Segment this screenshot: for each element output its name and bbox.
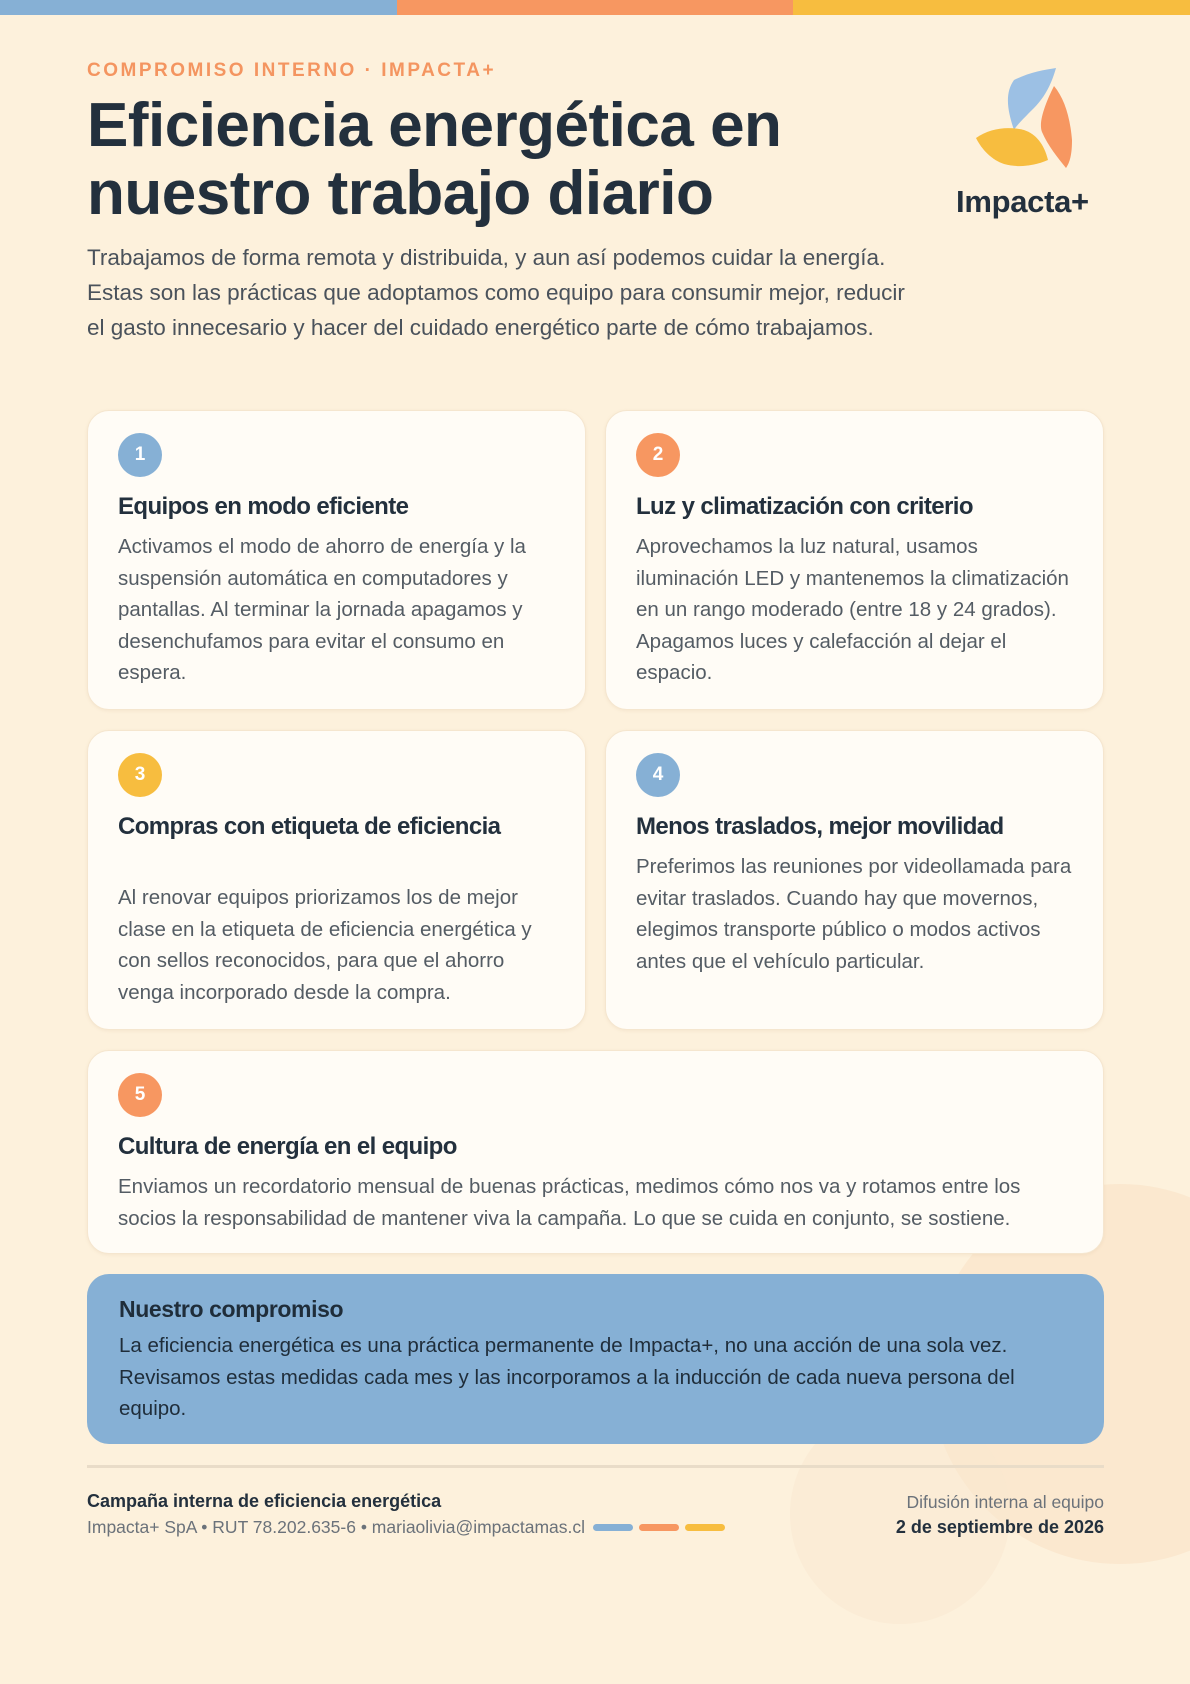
pill-yellow [685, 1524, 725, 1531]
footer-divider [87, 1465, 1104, 1468]
practice-card-2 [605, 410, 1104, 710]
card-title: Compras con etiqueta de eficiencia [118, 813, 501, 840]
top-bar-yellow [793, 0, 1190, 15]
commitment-box [87, 1274, 1104, 1444]
card-title: Cultura de energía en el equipo [118, 1133, 457, 1160]
card-body: Activamos el modo de ahorro de energía y la suspensión automática en computadores y pantallas. Al terminar la jornada apagamos y desenchufamos para evitar el consumo en espera. [118, 535, 526, 684]
color-pills [593, 1524, 725, 1531]
card-body: Al renovar equipos priorizamos los de mejor clase en la etiqueta de eficiencia energética y con sellos reconocidos, para que el ahorro venga incorporado desde la compra. [118, 886, 532, 1004]
top-color-bar [0, 0, 1190, 15]
number-badge: 3 [118, 753, 162, 797]
top-bar-blue [0, 0, 397, 15]
brand-logo [950, 68, 1100, 228]
footer-title: Campaña interna de eficiencia energética [87, 1491, 442, 1511]
card-title: Luz y climatización con criterio [636, 493, 973, 520]
practice-card-1 [87, 410, 586, 710]
commitment-body: La eficiencia energética es una práctica permanente de Impacta+, no una acción de una sola vez. Revisamos estas medidas cada mes y las incorporamos a la inducción de cada nueva persona del equipo. [119, 1334, 1015, 1420]
pill-blue [593, 1524, 633, 1531]
footer-contact: Impacta+ SpA • RUT 78.202.635-6 • mariaolivia@impactamas.cl [87, 1517, 586, 1537]
eyebrow-label: COMPROMISO INTERNO · IMPACTA+ [87, 60, 497, 81]
practice-card-4 [605, 730, 1104, 1030]
card-title: Equipos en modo eficiente [118, 493, 409, 520]
footer-date: 2 de septiembre de 2026 [895, 1517, 1104, 1537]
number-badge: 2 [636, 433, 680, 477]
logo-wordmark: Impacta+ [956, 184, 1089, 219]
number-badge: 5 [118, 1073, 162, 1117]
footer-distribution: Difusión interna al equipo [906, 1492, 1104, 1512]
number-badge: 4 [636, 753, 680, 797]
commitment-title: Nuestro compromiso [119, 1296, 344, 1322]
card-title: Menos traslados, mejor movilidad [636, 813, 1004, 840]
intro-paragraph: Trabajamos de forma remota y distribuida, y aun así podemos cuidar la energía. Estas son las prácticas que adoptamos como equipo para consumir mejor, reducir el gasto innecesario y hacer del cuidado energético parte de cómo trabajamos. [87, 245, 905, 340]
practice-card-3 [87, 730, 586, 1030]
impacta-leaf-icon [972, 68, 1082, 176]
pill-orange [639, 1524, 679, 1531]
number-badge: 1 [118, 433, 162, 477]
card-body: Aprovechamos la luz natural, usamos iluminación LED y mantenemos la climatización en un rango moderado (entre 18 y 24 grados). Apagamos luces y calefacción al dejar el espacio. [636, 535, 1069, 684]
card-body: Preferimos las reuniones por videollamada para evitar traslados. Cuando hay que movernos, elegimos transporte público o modos activos antes que el vehículo particular. [636, 855, 1072, 973]
top-bar-orange [397, 0, 794, 15]
card-body: Enviamos un recordatorio mensual de buenas prácticas, medimos cómo nos va y rotamos entre los socios la responsabilidad de mantener viva la campaña. Lo que se cuida en conjunto, se sostiene. [118, 1175, 1021, 1230]
practice-card-5 [87, 1050, 1104, 1254]
footer-info [87, 1517, 725, 1538]
page-title: Eficiencia energética en nuestro trabajo diario [87, 91, 782, 228]
